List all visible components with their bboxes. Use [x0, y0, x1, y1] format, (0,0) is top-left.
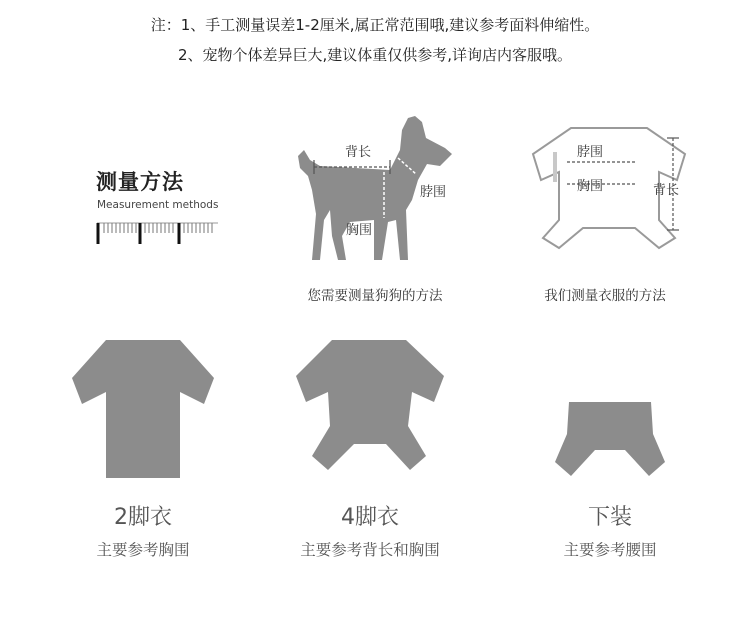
dog-chest-label: 胸围 [346, 223, 373, 238]
garment-3-note: 主要参考腰围 [563, 541, 657, 559]
note-line-1: 注：1、手工测量误差1-2厘米,属正常范围哦,建议参考面料伸缩性。 [150, 16, 600, 34]
garment-2-note: 主要参考背长和胸围 [300, 541, 440, 559]
clothes-neck-label: 脖围 [577, 145, 604, 160]
two-leg-garment-icon [72, 340, 214, 480]
garment-3-name: 下装 [587, 505, 632, 530]
four-leg-garment-icon [296, 340, 444, 480]
bottoms-garment-icon [555, 402, 665, 482]
dog-neck-label: 脖围 [420, 185, 447, 200]
clothes-measure-diagram [525, 120, 705, 260]
garment-1-note: 主要参考胸围 [96, 541, 190, 559]
garment-1-name: 2脚衣 [114, 505, 172, 530]
note-line-2: 2、宠物个体差异巨大,建议体重仅供参考,详询店内客服哦。 [177, 46, 573, 64]
clothes-caption: 我们测量衣服的方法 [544, 288, 666, 304]
dog-back-length-label: 背长 [345, 145, 372, 160]
clothes-chest-label: 胸围 [577, 179, 604, 194]
ruler-icon [96, 219, 218, 245]
method-title: 测量方法 [96, 170, 184, 194]
dog-caption: 您需要测量狗狗的方法 [307, 288, 443, 304]
garment-2-name: 4脚衣 [341, 505, 399, 530]
dog-measure-diagram [290, 110, 470, 270]
method-subtitle: Measurement methods [97, 199, 219, 211]
clothes-back-length-label: 背长 [653, 183, 680, 198]
